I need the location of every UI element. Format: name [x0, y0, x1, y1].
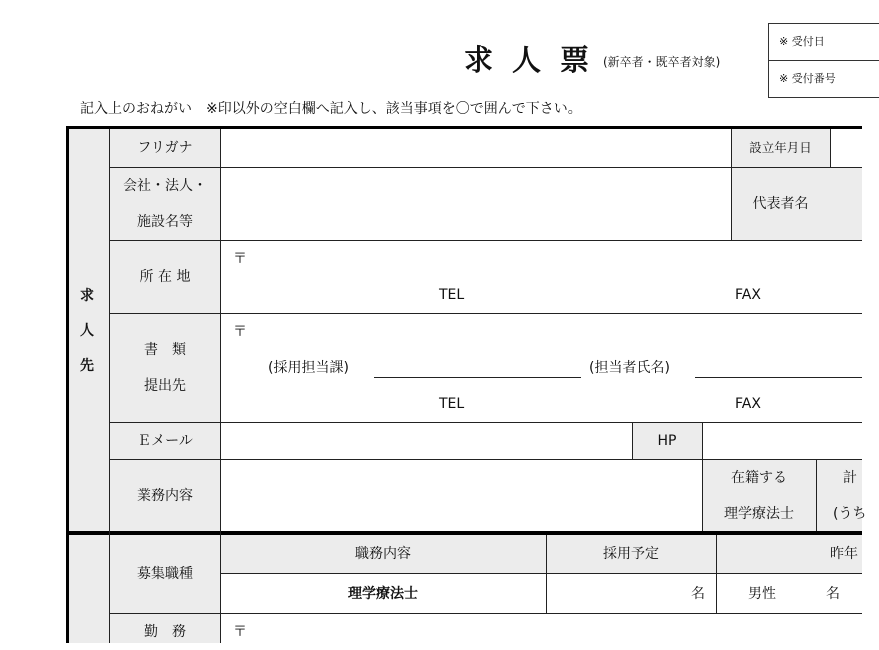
- business-label: 業務内容: [137, 488, 193, 504]
- table-left-border: [66, 126, 69, 643]
- docs-fax-label: FAX: [735, 396, 761, 412]
- business-field[interactable]: [221, 460, 701, 530]
- total-label: 計: [843, 470, 857, 486]
- address-postal-mark: 〒: [233, 251, 247, 267]
- side-label-char-1: 求: [80, 288, 94, 304]
- company-name-field[interactable]: [221, 168, 730, 239]
- duties-header: 職務内容: [355, 546, 411, 562]
- docs-label-line1: 書 類: [144, 342, 186, 358]
- job-name: 理学療法士: [348, 586, 418, 602]
- company-label-line1: 会社・法人・: [123, 178, 207, 194]
- enrolled-col-line: [816, 459, 817, 531]
- furigana-field[interactable]: [221, 130, 730, 166]
- docs-postal-mark: 〒: [233, 324, 247, 340]
- planned-count-unit: 名: [691, 586, 705, 602]
- work-postal-mark: 〒: [233, 624, 247, 640]
- hp-field[interactable]: [703, 423, 862, 458]
- side-label-char-2: 人: [80, 323, 94, 339]
- address-field[interactable]: [221, 241, 862, 312]
- table-top-border: [66, 126, 862, 129]
- address-label: 所 在 地: [139, 269, 191, 285]
- established-field[interactable]: [831, 130, 862, 166]
- hp-label: HP: [657, 433, 677, 449]
- receipt-box: [768, 23, 879, 98]
- representative-label: 代表者名: [752, 196, 809, 212]
- person-label: (担当者氏名): [589, 360, 670, 376]
- address-tel-label: TEL: [439, 287, 465, 303]
- docs-label-line2: 提出先: [144, 378, 186, 394]
- docs-tel-label: TEL: [439, 396, 465, 412]
- email-field[interactable]: [221, 423, 631, 458]
- established-label: 設立年月日: [749, 140, 812, 155]
- receipt-date-label: ※ 受付日: [779, 35, 825, 48]
- job-type-label: 募集職種: [137, 566, 193, 582]
- instructions: 記入上のおねがい ※印以外の空白欄へ記入し、該当事項を〇で囲んで下さい。: [80, 101, 582, 117]
- enrolled-label-line2: 理学療法士: [724, 506, 794, 522]
- work-label: 勤 務: [144, 624, 186, 640]
- company-label-line2: 施設名等: [137, 214, 193, 230]
- of-which-label: (うち: [833, 506, 867, 522]
- form-title: 求人票: [464, 43, 609, 77]
- male-unit: 名: [826, 586, 840, 602]
- planned-header: 採用予定: [603, 546, 659, 562]
- male-label: 男性: [748, 586, 776, 602]
- email-label: Ｅメール: [137, 433, 193, 449]
- person-underline[interactable]: [695, 377, 862, 378]
- planned-col-line: [716, 535, 717, 613]
- side-label-bg-2: [69, 535, 110, 643]
- row-line-7: [110, 613, 862, 614]
- last-year-header: 昨年: [830, 546, 858, 562]
- row-line-6: [220, 573, 862, 574]
- row-line-3: [110, 313, 862, 314]
- side-label-char-3: 先: [80, 358, 94, 374]
- enrolled-label-line1: 在籍する: [731, 470, 787, 486]
- address-fax-label: FAX: [735, 287, 761, 303]
- planned-count-field[interactable]: [547, 574, 687, 612]
- dept-label: (採用担当課): [268, 360, 349, 376]
- dept-underline[interactable]: [374, 377, 581, 378]
- form-subtitle: (新卒者・既卒者対象): [603, 55, 721, 69]
- furigana-label: フリガナ: [137, 140, 193, 156]
- receipt-number-label: ※ 受付番号: [769, 60, 879, 97]
